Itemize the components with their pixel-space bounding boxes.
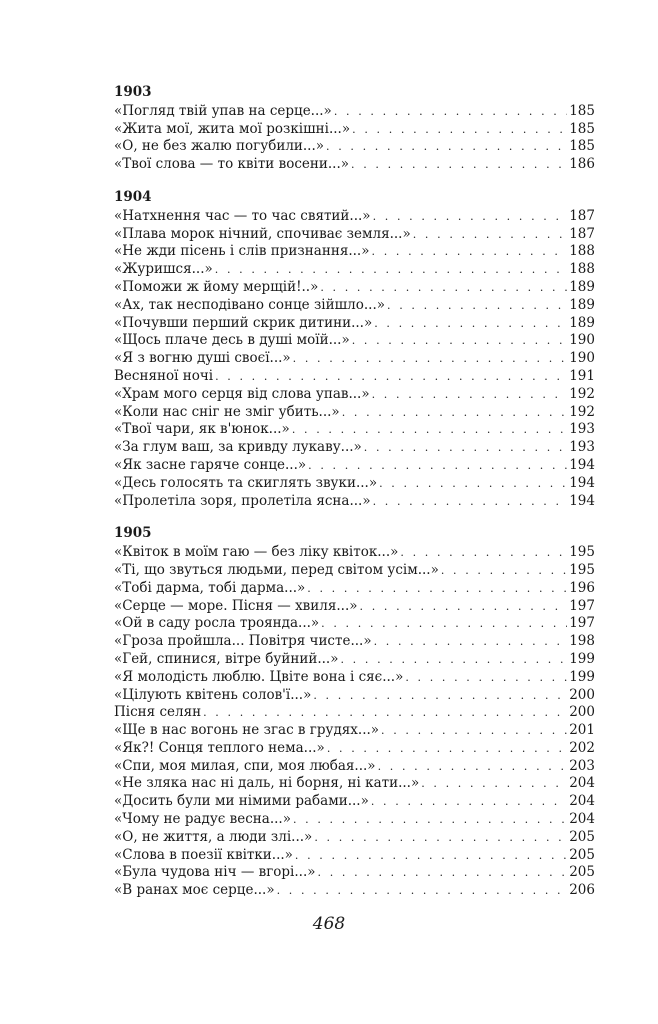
- entry-title: «Цілують квітень солов'ї...»: [114, 686, 312, 703]
- leader-dots: [295, 847, 567, 865]
- leader-dots: [372, 243, 568, 261]
- leader-dots: [215, 368, 567, 386]
- entry-page: 186: [569, 156, 595, 173]
- leader-dots: [400, 544, 567, 562]
- entry-page: 192: [569, 403, 595, 420]
- entry-page: 205: [569, 828, 595, 845]
- entry-title: «Ой в саду росла троянда...»: [114, 615, 320, 632]
- toc-entry: [114, 598, 595, 616]
- toc-entry: [114, 297, 595, 315]
- entry-title: «Почувши перший скрик дитини...»: [114, 314, 373, 331]
- leader-dots: [374, 315, 567, 333]
- toc-entry: [114, 457, 595, 475]
- toc-entry: [114, 633, 595, 651]
- toc-entry: [114, 350, 595, 368]
- leader-dots: [441, 562, 567, 580]
- leader-dots: [352, 332, 568, 350]
- leader-dots: [387, 297, 567, 315]
- entry-page: 185: [569, 138, 595, 155]
- leader-dots: [277, 882, 568, 900]
- entry-title: «Я з вогню душі своєї...»: [114, 350, 291, 367]
- leader-dots: [364, 439, 567, 457]
- leader-dots: [314, 829, 567, 847]
- entry-page: 195: [569, 561, 595, 578]
- toc-entry: [114, 421, 595, 439]
- entry-title: «Ще в нас вогонь не згас в грудях...»: [114, 722, 380, 739]
- toc-entry: [114, 439, 595, 457]
- toc-section-1905: [114, 525, 595, 900]
- leader-dots: [373, 493, 568, 511]
- entry-title: «Квіток в моїм гаю — без ліку квіток...»: [114, 544, 399, 561]
- entry-title: «Досить були ми німими рабами...»: [114, 793, 369, 810]
- entry-page: 190: [569, 350, 595, 367]
- entry-title: «Журишся...»: [114, 261, 213, 278]
- leader-dots: [378, 758, 568, 776]
- page-number: 468: [312, 914, 346, 934]
- section-year: 1904: [114, 188, 152, 205]
- leader-dots: [307, 580, 567, 598]
- toc-section-1904: [114, 189, 595, 510]
- leader-dots: [405, 669, 567, 687]
- toc-entry: [114, 404, 595, 422]
- entry-title: «Твої слова — то квіти восени...»: [114, 156, 350, 173]
- entry-page: 187: [569, 207, 595, 224]
- toc-entry: [114, 687, 595, 705]
- entry-page: 194: [569, 492, 595, 509]
- leader-dots: [352, 121, 567, 139]
- entry-title: «Не жди пісень і слів признання...»: [114, 243, 370, 260]
- leader-dots: [351, 156, 567, 174]
- entry-page: 189: [569, 314, 595, 331]
- toc-entry: [114, 580, 595, 598]
- entry-title: «Ах, так несподівано сонце зійшло...»: [114, 296, 386, 313]
- leader-dots: [293, 350, 568, 368]
- entry-page: 193: [569, 439, 595, 456]
- table-of-contents: [114, 84, 595, 915]
- entry-page: 200: [569, 686, 595, 703]
- toc-section-1903: [114, 84, 595, 174]
- entry-page: 195: [569, 544, 595, 561]
- entry-page: 185: [569, 120, 595, 137]
- entry-title: «О, не життя, а люди злі...»: [114, 828, 313, 845]
- entry-title: «Коли нас сніг не зміг убить...»: [114, 403, 340, 420]
- toc-entry: [114, 261, 595, 279]
- entry-page: 197: [569, 597, 595, 614]
- toc-entry: [114, 475, 595, 493]
- entry-title: «Гей, спинися, вітре буйний...»: [114, 650, 339, 667]
- entry-title: «Чому не радує весна...»: [114, 811, 291, 828]
- entry-title: «Плава морок нічний, спочиває земля...»: [114, 225, 411, 242]
- leader-dots: [203, 704, 567, 722]
- leader-dots: [421, 775, 567, 793]
- entry-page: 202: [569, 739, 595, 756]
- toc-entry: [114, 386, 595, 404]
- toc-entry: [114, 775, 595, 793]
- toc-entry: [114, 156, 595, 174]
- entry-page: 188: [569, 261, 595, 278]
- entry-page: 204: [569, 811, 595, 828]
- entry-title: «Десь голосять та скиглять звуки...»: [114, 474, 378, 491]
- entry-title: «Пролетіла зоря, пролетіла ясна...»: [114, 492, 371, 509]
- entry-title: Пісня селян: [114, 704, 202, 721]
- entry-page: 188: [569, 243, 595, 260]
- entry-page: 196: [569, 579, 595, 596]
- toc-entry: [114, 758, 595, 776]
- entry-title: «Як засне гаряче сонце...»: [114, 456, 307, 473]
- leader-dots: [320, 279, 567, 297]
- toc-entry: [114, 243, 595, 261]
- leader-dots: [308, 457, 567, 475]
- toc-entry: [114, 544, 595, 562]
- leader-dots: [372, 386, 568, 404]
- toc-entry: [114, 208, 595, 226]
- entry-title: «Натхнення час — то час святий...»: [114, 207, 371, 224]
- entry-page: 190: [569, 332, 595, 349]
- entry-title: «Ті, що звуться людьми, перед світом усім...»: [114, 561, 439, 578]
- leader-dots: [342, 404, 568, 422]
- entry-page: 197: [569, 615, 595, 632]
- toc-entry: [114, 279, 595, 297]
- entry-page: 204: [569, 775, 595, 792]
- entry-title: «Спи, моя милая, спи, моя любая...»: [114, 757, 376, 774]
- toc-entry: [114, 121, 595, 139]
- leader-dots: [321, 615, 567, 633]
- entry-title: «Жита мої, жита мої розкішні...»: [114, 120, 351, 137]
- entry-title: «Була чудова ніч — вгорі...»: [114, 864, 316, 881]
- entry-title: «Гроза пройшла... Повітря чисте...»: [114, 633, 372, 650]
- entry-title: «О, не без жалю погубили...»: [114, 138, 325, 155]
- toc-entry: [114, 315, 595, 333]
- toc-entry: [114, 864, 595, 882]
- toc-entry: [114, 704, 595, 722]
- leader-dots: [413, 226, 567, 244]
- entry-page: 194: [569, 456, 595, 473]
- toc-entry: [114, 562, 595, 580]
- entry-title: «Як?! Сонця теплого нема...»: [114, 739, 325, 756]
- entry-title: «Слова в поезії квітки...»: [114, 846, 293, 863]
- entry-title: «Я молодість люблю. Цвіте вона і сяє...»: [114, 668, 404, 685]
- toc-entry: [114, 722, 595, 740]
- leader-dots: [293, 811, 567, 829]
- toc-entry: [114, 493, 595, 511]
- entry-title: «Серце — море. Пісня — хвиля...»: [114, 597, 358, 614]
- leader-dots: [360, 598, 568, 616]
- toc-entry: [114, 882, 595, 900]
- entry-page: 199: [569, 650, 595, 667]
- entry-page: 205: [569, 864, 595, 881]
- leader-dots: [371, 793, 567, 811]
- leader-dots: [334, 103, 567, 121]
- entry-page: 192: [569, 385, 595, 402]
- entry-page: 189: [569, 278, 595, 295]
- entry-page: 185: [569, 102, 595, 119]
- entry-title: «Поможи ж йому мерщій!..»: [114, 278, 319, 295]
- leader-dots: [313, 687, 567, 705]
- toc-entry: [114, 793, 595, 811]
- leader-dots: [373, 208, 568, 226]
- entry-page: 191: [569, 367, 595, 384]
- toc-entry: [114, 811, 595, 829]
- leader-dots: [340, 651, 567, 669]
- entry-title: «Не зляка нас ні даль, ні борня, ні кати...»: [114, 775, 420, 792]
- entry-page: 199: [569, 668, 595, 685]
- toc-entry: [114, 368, 595, 386]
- entry-page: 189: [569, 296, 595, 313]
- toc-entry: [114, 651, 595, 669]
- entry-page: 187: [569, 225, 595, 242]
- entry-page: 200: [569, 704, 595, 721]
- toc-entry: [114, 138, 595, 156]
- entry-title: «В ранах моє серце...»: [114, 882, 275, 899]
- entry-title: Весняної ночі: [114, 367, 214, 384]
- entry-page: 204: [569, 793, 595, 810]
- toc-entry: [114, 615, 595, 633]
- section-year: 1905: [114, 525, 152, 542]
- leader-dots: [215, 261, 567, 279]
- entry-title: «Погляд твій упав на серце...»: [114, 102, 332, 119]
- entry-page: 203: [569, 757, 595, 774]
- entry-title: «Твої чари, як в'юнок...»: [114, 421, 290, 438]
- entry-page: 194: [569, 474, 595, 491]
- entry-page: 193: [569, 421, 595, 438]
- toc-entry: [114, 740, 595, 758]
- leader-dots: [381, 722, 567, 740]
- toc-entry: [114, 669, 595, 687]
- entry-title: «Храм мого серця від слова упав...»: [114, 385, 370, 402]
- leader-dots: [318, 864, 568, 882]
- toc-entry: [114, 847, 595, 865]
- leader-dots: [292, 421, 567, 439]
- entry-page: 206: [569, 882, 595, 899]
- entry-page: 201: [569, 722, 595, 739]
- leader-dots: [327, 740, 567, 758]
- entry-title: «Тобі дарма, тобі дарма...»: [114, 579, 306, 596]
- entry-page: 205: [569, 846, 595, 863]
- toc-entry: [114, 332, 595, 350]
- toc-entry: [114, 829, 595, 847]
- leader-dots: [374, 633, 568, 651]
- toc-entry: [114, 103, 595, 121]
- toc-entry: [114, 226, 595, 244]
- leader-dots: [326, 138, 567, 156]
- entry-title: «За глум ваш, за кривду лукаву...»: [114, 439, 362, 456]
- entry-title: «Щось плаче десь в душі моїй...»: [114, 332, 350, 349]
- section-year: 1903: [114, 84, 152, 100]
- entry-page: 198: [569, 633, 595, 650]
- leader-dots: [379, 475, 567, 493]
